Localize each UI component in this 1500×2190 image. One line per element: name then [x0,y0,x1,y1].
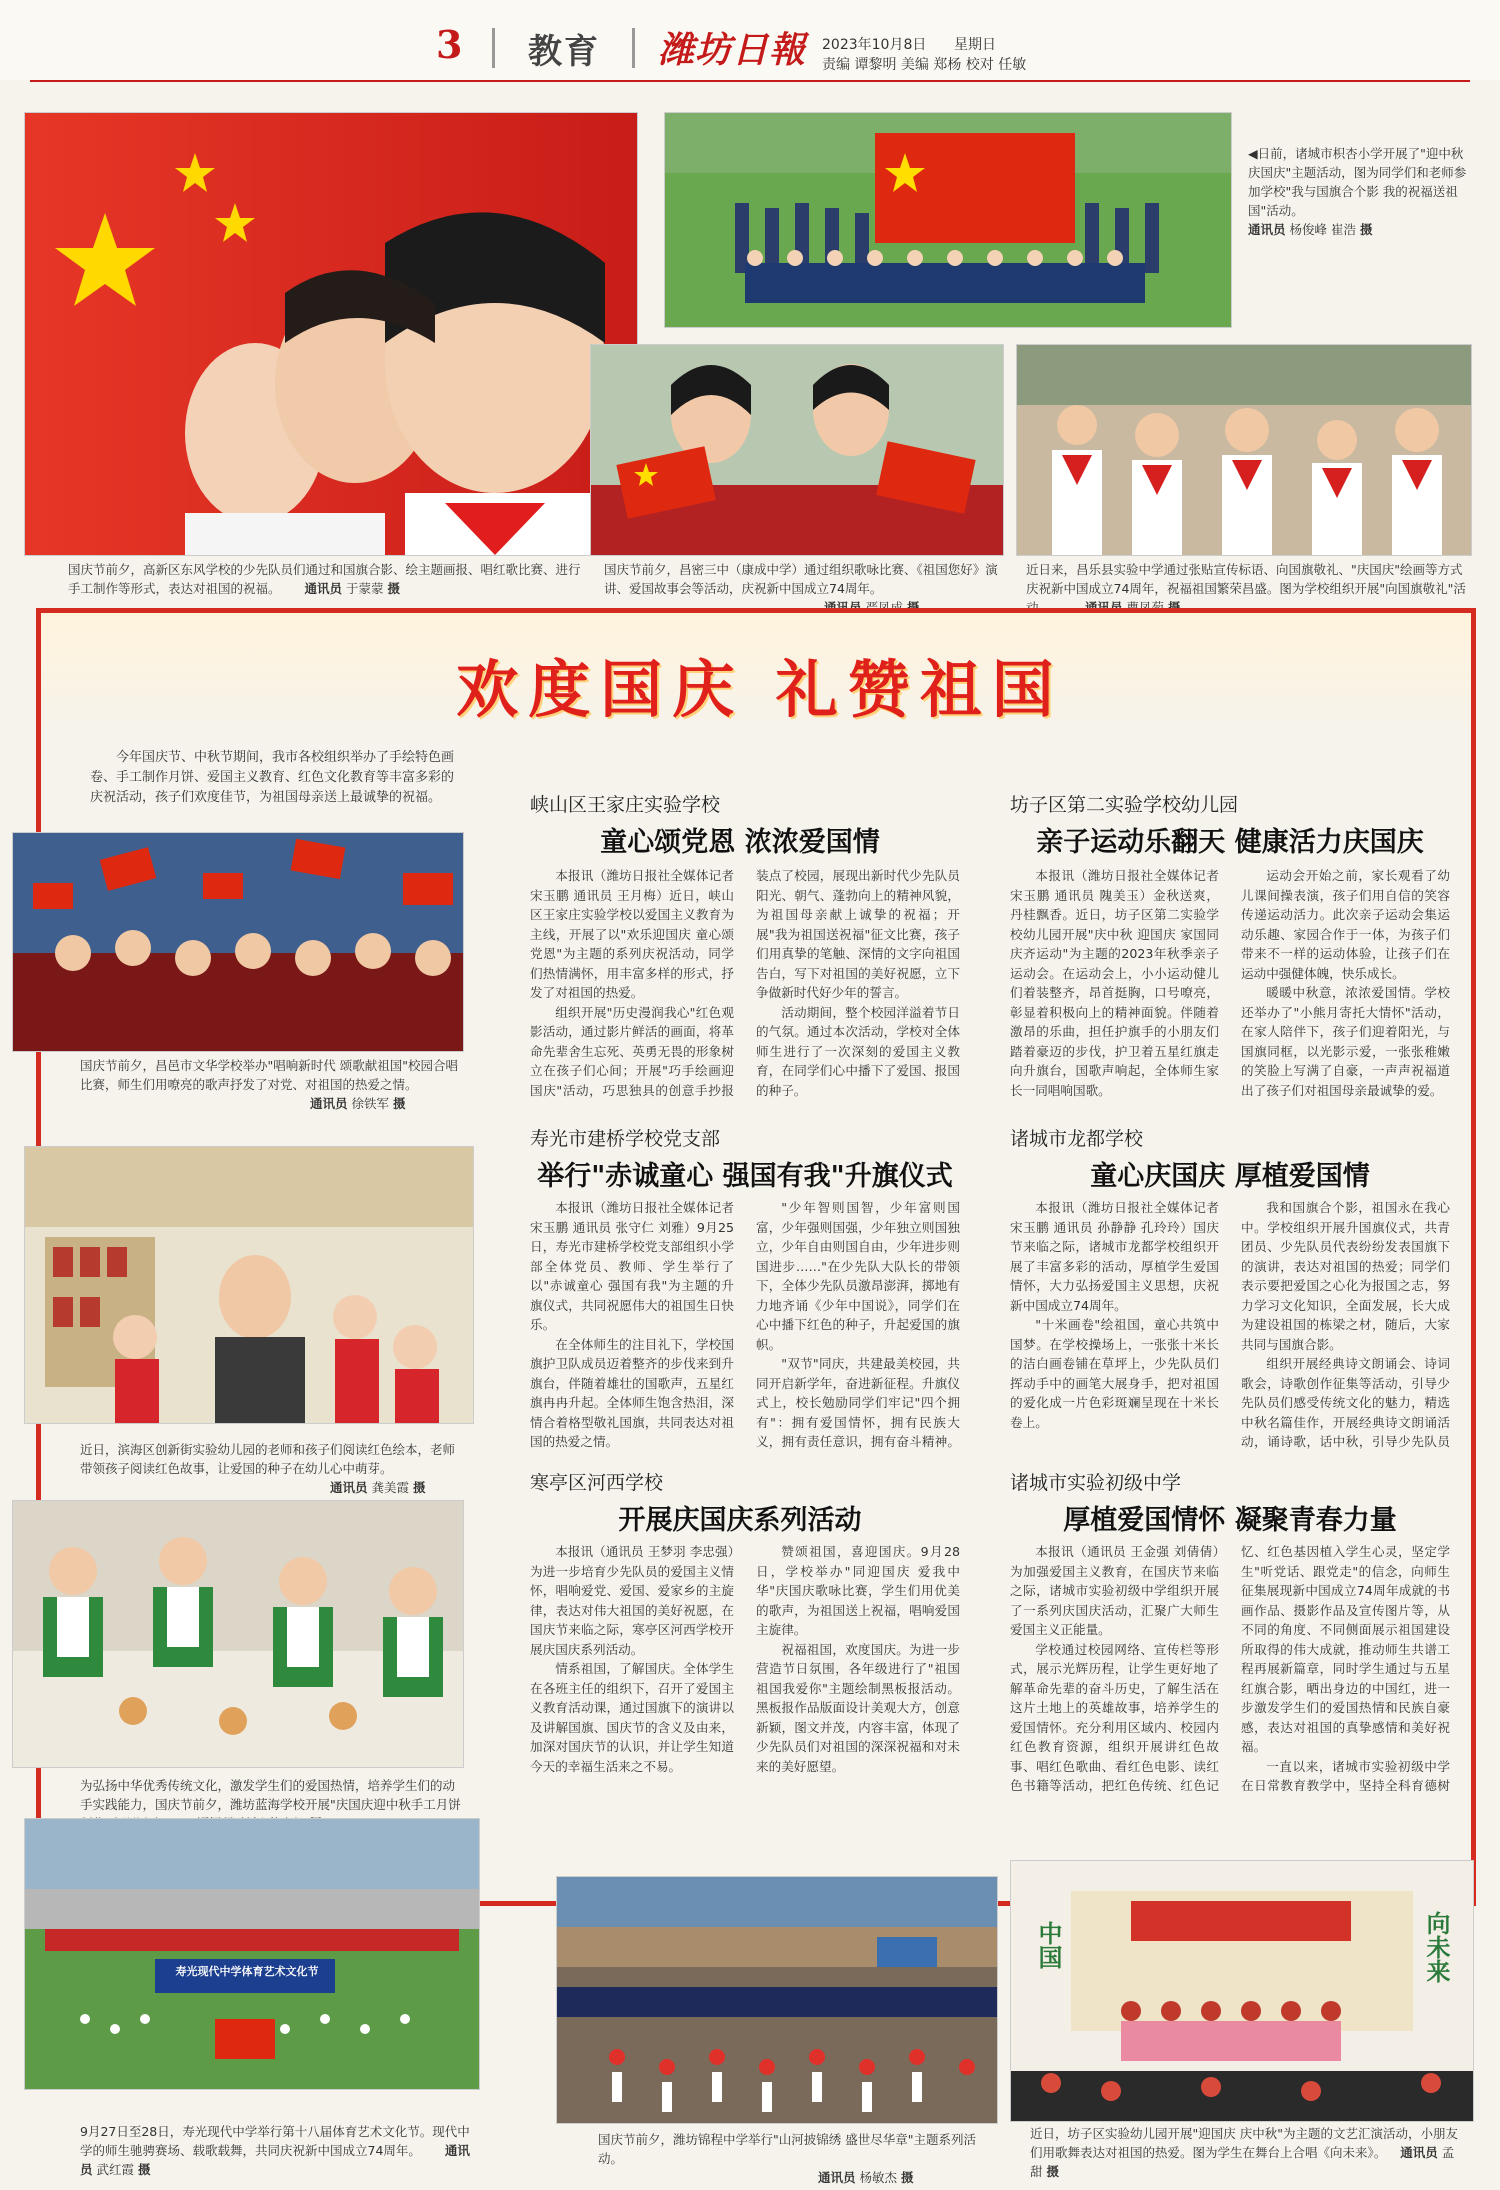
article-2-title: 亲子运动乐翻天 健康活力庆国庆 [1036,827,1424,858]
issue-weekday: 星期日 [954,37,996,53]
photo-choir [12,832,464,1052]
feature-title: 欢度国庆 礼赞祖国 [456,653,1064,726]
photo-salute [1016,344,1472,556]
photo-group-flag [664,112,1232,328]
article-6-title: 厚植爱国情怀 凝聚青春力量 [1063,1505,1397,1536]
article-4-body: 本报讯（潍坊日报社全媒体记者 宋玉鹏 通讯员 孙静静 孔玲玲）国庆节来临之际，诸城市龙都学校组织开展了丰富多彩的活动，厚植学生爱国情怀，大力弘扬爱国主义思想，庆祝新中国成立74周年。 "十米画卷"绘祖国，童心共筑中国梦。在学校操场上，一张张十米长的洁白画卷铺在草坪上，少先队员们挥动手中的画笔大展身手，把对祖国的爱化成一片色彩斑斓呈现在十米长卷上。 我和国旗合个影，祖国永在我心中。学校组织开展升国旗仪式，共青团员、少先队员代表纷纷发表国旗下的演讲，表达对祖国的热爱；同学们表示要把爱国之心化为报国之志，努力学习文化知识，全面发展，长大成为建设祖国的栋梁之材，随后，大家共同与国旗合影。 组织开展经典诗文朗诵会、诗词歌会，诗歌创作征集等活动，引导少先队员们感受传统文化的魅力，精选中秋名篇佳作，开展经典诗文朗诵活动，诵诗歌，话中秋，引导少先队员 [1010,1200,1450,1449]
article-1-body: 本报讯（潍坊日报社全媒体记者 宋玉鹏 通讯员 王月梅）近日，峡山区王家庄实验学校以爱国主义教育为主线，开展了以"欢乐迎国庆 童心颂党恩"为主题的系列庆祝活动，同学们热情满怀，用丰富多样的形式，抒发了对祖国的热爱。 组织开展"历史漫润我心"红色观影活动，通过影片鲜活的画面，将革命先辈舍生忘死、英勇无畏的形象树立在孩子们心间；开展"巧手绘画迎国庆"活动，巧思独具的创意手抄报装点了校园，展现出新时代少先队员阳光、朝气、蓬勃向上的精神风貌，为祖国母亲献上诚挚的祝福；开展"我为祖国送祝福"征文比赛，孩子们用真挚的笔触、深情的文字向祖国告白，写下对祖国的美好祝愿，立下争做新时代好少年的誓言。 活动期间，整个校园洋溢着节日的气氛。通过本次活动，学校对全体师生进行了一次深刻的爱国主义教育，在同学们心中播下了爱国、报国的种子。 [530,868,960,1098]
article-5-school: 寒亭区河西学校 [530,1472,664,1494]
photo-reading [24,1146,474,1424]
article-5-body: 本报讯（通讯员 王梦羽 李忠强）为进一步培育少先队员的爱国主义情怀，唱响爱党、爱国、爱家乡的主旋律，表达对伟大祖国的美好祝愿，在国庆节来临之际，寒亭区河西学校开展庆国庆系列活动。 情系祖国，了解国庆。全体学生在各班主任的组织下，召开了爱国主义教育活动课，通过国旗下的演讲以及讲解国旗、国庆节的含义及由来，加深对国庆节的认识，并让学生知道今天的幸福生活来之不易。 赞颂祖国，喜迎国庆。9月28日，学校举办"同迎国庆 爱我中华"庆国庆歌咏比赛，学生们用优美的歌声，为祖国送上祝福，唱响爱国主旋律。 祝福祖国，欢度国庆。为进一步营造节日氛围，各年级进行了"祖国祖国我爱你"主题绘制黑板报活动。黑板报作品版面设计美观大方，创意新颖，图文并茂，内容丰富，体现了少先队员们对祖国的深深祝福和对未来的美好愿望。 [530,1544,960,1774]
caption-left-2: 近日，滨海区创新街实验幼儿园的老师和孩子们阅读红色绘本，老师带领孩子阅读红色故事，让爱国的种子在幼儿心中萌芽。 通讯员 龚美霞 摄 [80,1442,456,1495]
section-name: 教育 [528,32,600,72]
issue-date: 2023年10月8日 [822,37,927,53]
header-divider [632,28,635,68]
paper-logo: 潍坊日報 [658,29,807,71]
caption-top-2: ◀日前，诸城市枳杏小学开展了"迎中秋 庆国庆"主题活动，图为同学们和老师参加学校"我与国旗合个影 我的祝福送祖国"活动。 通讯员 杨俊峰 崔浩 摄 [1248,146,1467,237]
article-6-school: 诸城市实验初级中学 [1010,1472,1182,1494]
photo-sports-festival [24,1818,480,2090]
article-2-body: 本报讯（潍坊日报社全媒体记者 宋玉鹏 通讯员 隗美玉）金秋送爽，丹桂飘香。近日，坊子区第二实验学校幼儿园开展"庆中秋 迎国庆 家国同庆齐运动"为主题的2023年秋季亲子运动会。在运动会上，小小运动健儿们着装整齐，昂首挺胸，口号嘹亮，彰显着积极向上的精神面貌。伴随着激昂的乐曲，担任护旗手的小朋友们踏着豪迈的步伐，护卫着五星红旗走向升旗台，国歌声响起，全体师生家长一同唱响国歌。 运动会开始之前，家长观看了幼儿课间操表演，孩子们用自信的笑容传递运动活力。此次亲子运动会集运动乐趣、家园合作于一体，为孩子们带来不一样的运动体验，让孩子们在运动中强健体魄，快乐成长。 暖暖中秋意，浓浓爱国情。学校还举办了"小熊月寄托大情怀"活动，在家人陪伴下，孩子们迎着阳光，与国旗同框，以光影示爱，一张张稚嫩的笑脸上写满了自豪，一声声祝福道出了孩子们对祖国母亲最诚挚的爱。 [1010,868,1450,1098]
stage-text-left: 中国 [1034,1921,1062,1969]
caption-top-1: 国庆节前夕，高新区东风学校的少先队员们通过和国旗合影、绘主题画报、唱红歌比赛、进行手工制作等形式，表达对祖国的祝福。 通讯员 于蒙蒙 摄 [68,562,581,596]
article-1-title: 童心颂党恩 浓浓爱国情 [600,827,880,858]
caption-left-4: 9月27日至28日，寿光现代中学举行第十八届体育艺术文化节。现代中学的师生驰骋赛场、载歌载舞，共同庆祝新中国成立74周年。 通讯员 武红霞 摄 [80,2124,470,2177]
article-3-body: 本报讯（潍坊日报社全媒体记者 宋玉鹏 通讯员 张守仁 刘雅）9月25日，寿光市建桥学校党支部组织小学部全体党员、教师、学生举行了以"赤诚童心 强国有我"为主题的升旗仪式，共同祝愿伟大的祖国生日快乐。 在全体师生的注目礼下，学校国旗护卫队成员迈着整齐的步伐来到升旗台，伴随着雄壮的国歌声，五星红旗冉冉升起。全体师生饱含热泪，深情合着格型敬礼国旗，共同表达对祖国的热爱之情。 "少年智则国智，少年富则国富，少年强则国强，少年独立则国独立，少年自由则国自由，少年进步则国进步……"在少先队大队长的带领下，全体少先队员激昂澎湃，掷地有力地齐诵《少年中国说》，同学们在心中播下红色的种子，升起爱国的旗帜。 "双节"同庆，共建最美校园，共同开启新学年，奋进新征程。升旗仪式上，校长勉励同学们牢记"四个拥有"：拥有爱国情怀，拥有民族大义，拥有责任意识，拥有奋斗精神。 [530,1200,960,1449]
stage-text-right: 向未来 [1422,1911,1450,1983]
article-3-school: 寿光市建桥学校党支部 [530,1128,721,1150]
article-3-title: 举行"赤诚童心 强国有我"升旗仪式 [537,1161,953,1192]
photo-school-performance [556,1876,998,2124]
caption-top-4: 近日来，昌乐县实验中学通过张贴宣传标语、向国旗敬礼、"庆国庆"绘画等方式庆祝新中国成立74周年，祝福祖国繁荣昌盛。图为学校组织开展"向国旗敬礼"活 [1026,562,1466,596]
article-5-title: 开展庆国庆系列活动 [618,1505,862,1536]
caption-left-3: 为弘扬中华优秀传统文化，激发学生们的爱国热情，培养学生们的动手实践能力，国庆节前夕，潍坊蓝海学校开展"庆国庆迎中秋手工月饼 [80,1778,461,1812]
feature-intro: 今年国庆节、中秋节期间，我市各校组织举办了手绘特色画卷、手工制作月饼、爱国主义教育、红色文化教育等丰富多彩的庆祝活动，孩子们欢度佳节，为祖国母亲送上最诚挚的祝福。 [90,750,455,805]
article-4-title: 童心庆国庆 厚植爱国情 [1090,1161,1370,1192]
caption-bottom-1: 国庆节前夕，潍坊锦程中学举行"山河披锦绣 盛世尽华章"主题系列活动。 通讯员 杨敏杰 摄 [598,2132,976,2185]
photo-mooncake [12,1500,464,1768]
header-rule [30,80,1470,82]
caption-top-3: 国庆节前夕，昌密三中（康成中学）通过组织歌咏比赛、《祖国您好》演讲、爱国故事会等活动，庆祝新中国成立74周年。 [604,562,998,596]
article-4-school: 诸城市龙都学校 [1010,1128,1144,1150]
photo-stage-choir [1010,1860,1474,2122]
photo-children-flags [24,112,638,556]
article-6-body: 本报讯（通讯员 王金强 刘倩倩）为加强爱国主义教育，在国庆节来临之际，诸城市实验初级中学组织开展了一系列庆国庆活动，汇聚广大师生爱国主义正能量。 学校通过校园网络、宣传栏等形式，展示光辉历程，让学生更好地了解革命先辈的奋斗历史，了解生活在这片土地上的英雄故事，培养学生的爱国情怀。充分利用区域内、校园内红色教育资源，组织开展讲红色故事、唱红色歌曲、看红色电影、读红色书籍等活动，把红色传统、红色记忆、红色基因植入学生心灵，坚定学生"听党话、跟党走"的信念，向师生征集展现新中国成立74周年成就的书画作品、摄影作品及宣传图片等，从不同的角度、不同侧面展示祖国建设所取得的伟大成就，推动师生共谱工程再展新篇章，同时学生通过与五星红旗合影，晒出身边的中国红，进一步激发学生们的爱国热情和民族自豪感，表达对祖国的真挚感情和美好祝福。 一直以来，诸城市实验初级中学在日常教育教学中，坚持全科育德树 [1010,1544,1450,1793]
page-number: 3 [436,22,463,67]
article-2-school: 坊子区第二实验学校幼儿园 [1010,794,1239,816]
article-1-school: 峡山区王家庄实验学校 [530,794,721,816]
caption-bottom-2: 近日，坊子区实验幼儿园开展"迎国庆 庆中秋"为主题的文艺汇演活动，小朋友们用歌舞表达对祖国的热爱。图为学生在舞台上合唱《向未来》。 通讯员 孟甜 摄 [1030,2126,1458,2179]
caption-left-1: 国庆节前夕，昌邑市文华学校举办"唱响新时代 颂歌献祖国"校园合唱比赛，师生们用嘹亮的歌声抒发了对党、对祖国的热爱之情。 通讯员 徐铁军 摄 [80,1058,458,1111]
festival-banner-text: 寿光现代中学体育艺术文化节 [175,1965,319,1978]
header-divider [492,28,495,68]
editor-line: 责编 谭黎明 美编 郑杨 校对 任敏 [822,57,1027,73]
photo-girls-flags [590,344,1004,556]
